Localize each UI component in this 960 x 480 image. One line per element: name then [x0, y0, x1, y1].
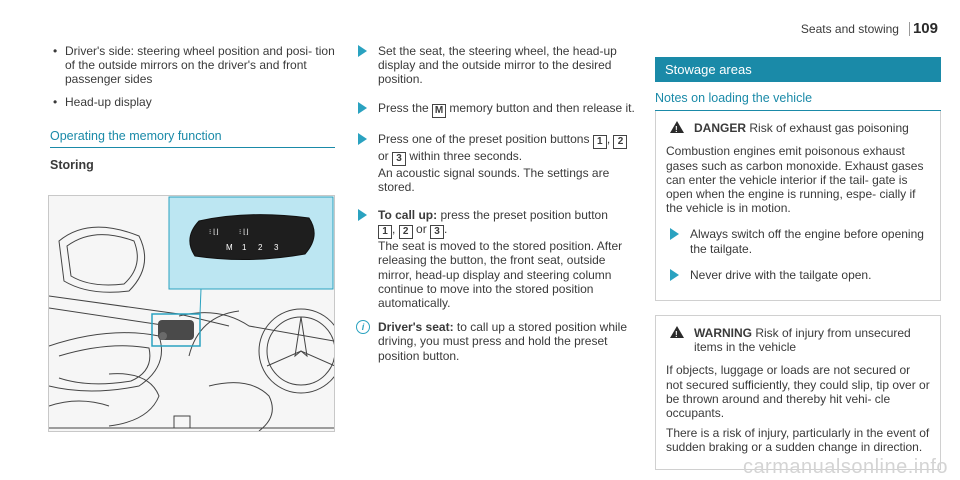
info-note: i Driver's seat: to call up a stored position while driving, you must press and hold the preset position button.: [354, 320, 639, 363]
page-number: 109: [909, 22, 938, 36]
warning-box: ! WARNING Risk of injury from unsecured items in the vehicle If objects, luggage or loads are not secured or not secured sufficiently, they could slip, tip over or be thrown around and thereby hit vehi- cle occupants. There is a risk of injury, particularly in the event of sudden braking or a sudden change in direction.: [655, 315, 941, 470]
notes-heading: Notes on loading the vehicle: [655, 91, 941, 111]
arrow-icon: [358, 209, 367, 221]
preset-key-1: 1: [593, 135, 607, 149]
instruction-step: Set the seat, the steering wheel, the head-up display and the outside mirror to the desired position.: [354, 44, 639, 87]
instruction-step: Press one of the preset position buttons 1 , 2 or 3 within three seconds. An acoustic signal sounds. The settings are stored.: [354, 132, 639, 194]
page-header: [801, 22, 938, 36]
preset-key-2: 2: [399, 225, 413, 239]
list-item: • Driver's side: steering wheel position and posi- tion of the outside mirrors on the driver's and front passenger sides: [53, 44, 335, 87]
preset-key-1: 1: [242, 243, 247, 252]
section-name: Seats and stowing: [800, 22, 899, 36]
preset-key-3: 3: [392, 152, 406, 166]
svg-text:⁝ ⌊⌋: ⁝ ⌊⌋: [209, 229, 219, 236]
section-heading: Operating the memory function: [50, 129, 335, 148]
warning-triangle-icon: !: [670, 121, 684, 133]
preset-key-3: 3: [430, 225, 444, 239]
instruction-step: Never drive with the tailgate open.: [666, 268, 930, 282]
column-middle: [354, 44, 639, 363]
danger-box: ! DANGER Risk of exhaust gas poisoning Combustion engines emit poisonous exhaust gases such as carbon monoxide. Exhaust gases can enter the vehicle interior if the tail- gate is open when the engine is running, espe- cially if the vehicle is in motion. Always switch off the engine before opening the tailgate. Never drive with the tailgate open.: [655, 111, 941, 301]
preset-key-3: 3: [274, 243, 279, 252]
info-icon: i: [356, 320, 370, 334]
column-left: [50, 44, 335, 172]
memory-buttons-illustration: [48, 195, 335, 432]
preset-key-1: 1: [378, 225, 392, 239]
preset-key-2: 2: [258, 243, 263, 252]
instruction-step: Always switch off the engine before opening the tailgate.: [666, 227, 930, 255]
arrow-icon: [358, 45, 367, 57]
preset-key-2: 2: [613, 135, 627, 149]
warning-triangle-icon: !: [670, 326, 684, 338]
arrow-icon: [358, 102, 367, 114]
instruction-step: To call up: press the preset position button 1 , 2 or 3 . The seat is moved to the stored position. After releasing the button, the front seat, outside mirror, head-up display and steering column continue to move into the stored position automatically.: [354, 208, 639, 310]
column-right: [655, 57, 941, 470]
arrow-icon: [358, 133, 367, 145]
watermark: carmanualsonline.info: [742, 455, 948, 478]
svg-text:⁝ ⌊⌋: ⁝ ⌊⌋: [239, 229, 249, 236]
memory-button-key: M: [432, 104, 446, 118]
instruction-step: Press the M memory button and then release it.: [354, 101, 639, 118]
section-title-bar: Stowage areas: [655, 57, 941, 82]
list-item: • Head-up display: [53, 94, 152, 109]
door-panel-drawing: [49, 196, 334, 431]
arrow-icon: [670, 269, 679, 281]
subheading-storing: Storing: [50, 158, 94, 173]
memory-key-m: M: [226, 243, 233, 252]
arrow-icon: [670, 228, 679, 240]
